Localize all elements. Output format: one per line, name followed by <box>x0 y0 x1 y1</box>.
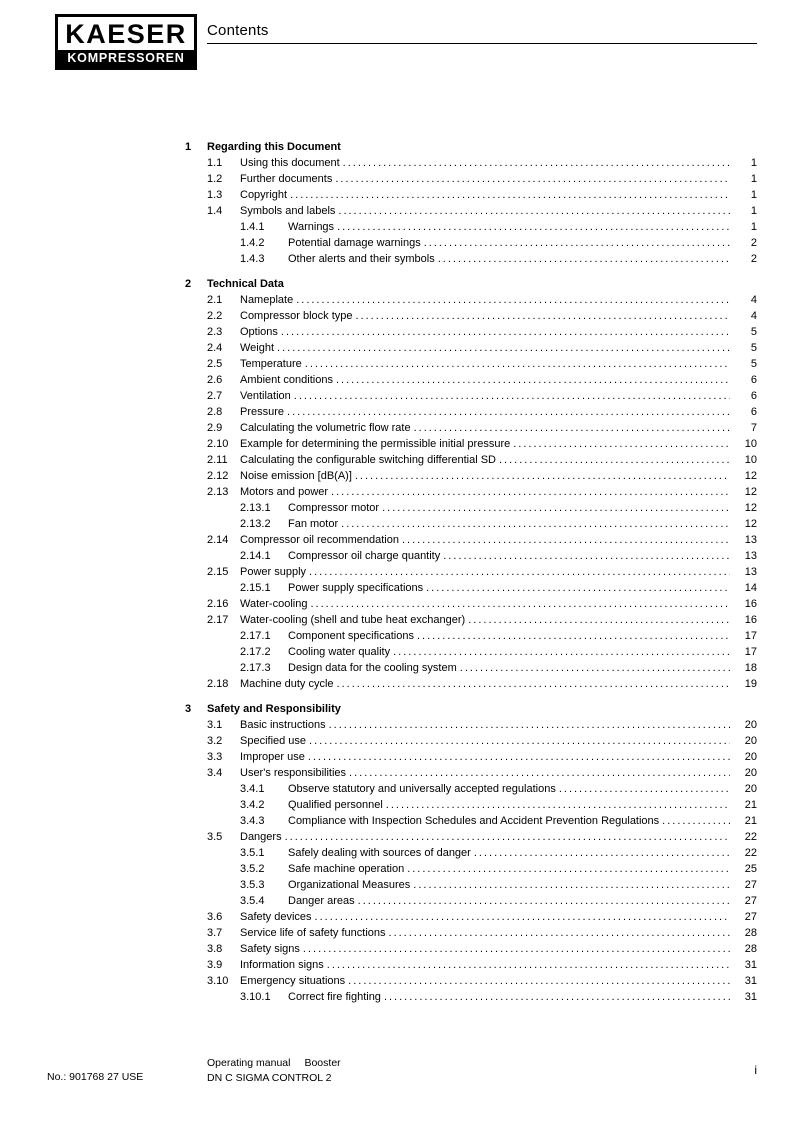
toc-entry-number: 2.6 <box>207 374 223 386</box>
toc-entry-page: 10 <box>744 438 757 450</box>
toc-entry-number: 1.3 <box>207 189 223 201</box>
toc-entry-title: Power supply specifications <box>288 582 424 594</box>
toc-dot-leader <box>559 781 730 797</box>
toc-dot-leader <box>356 308 731 324</box>
toc-entry-title: Service life of safety functions <box>240 927 386 939</box>
toc-entry <box>185 324 757 340</box>
toc-section <box>185 139 757 267</box>
toc-entry <box>185 564 757 580</box>
toc-entry-number: 1.1 <box>207 157 223 169</box>
logo-subbrand-text: KOMPRESSOREN <box>58 50 194 67</box>
toc-entry-number: 2.8 <box>207 406 223 418</box>
toc-dot-leader <box>348 973 730 989</box>
toc-entry <box>185 676 757 692</box>
toc-entry-number: 2.3 <box>207 326 223 338</box>
toc-entry-number: 2.12 <box>207 470 229 482</box>
toc-entry <box>185 973 757 989</box>
table-of-contents <box>185 139 757 1005</box>
toc-dot-leader <box>309 564 730 580</box>
toc-dot-leader <box>358 893 730 909</box>
toc-entry <box>185 452 757 468</box>
toc-entry-title: Using this document <box>240 157 340 169</box>
toc-entry-title: Specified use <box>240 735 307 747</box>
toc-dot-leader <box>426 580 730 596</box>
toc-entry <box>185 628 757 644</box>
toc-entry <box>185 893 757 909</box>
toc-section-title: Technical Data <box>207 278 284 290</box>
toc-entry-page: 20 <box>744 767 757 779</box>
toc-entry-number: 1.2 <box>207 173 223 185</box>
toc-entry-number: 3.4 <box>207 767 223 779</box>
toc-entry-page: 31 <box>744 975 757 987</box>
toc-entry-number: 3.6 <box>207 911 223 923</box>
toc-dot-leader <box>310 596 730 612</box>
toc-entry <box>185 765 757 781</box>
toc-entry-page: 12 <box>744 502 757 514</box>
toc-entry-number: 1.4.3 <box>240 253 265 265</box>
toc-entry-number: 3.5.3 <box>240 879 265 891</box>
toc-entry-page: 1 <box>750 157 757 169</box>
footer-manual-info <box>207 1056 355 1086</box>
toc-entry-number: 2.13.2 <box>240 518 271 530</box>
toc-section-heading <box>185 139 757 155</box>
toc-entry-title: Component specifications <box>288 630 414 642</box>
toc-entry-title: Safe machine operation <box>288 863 405 875</box>
toc-entry <box>185 388 757 404</box>
toc-entry-title: Safety devices <box>240 911 312 923</box>
toc-entry-title: Weight <box>240 342 275 354</box>
toc-section-title: Regarding this Document <box>207 141 341 153</box>
toc-entry-page: 1 <box>750 221 757 233</box>
toc-dot-leader <box>662 813 730 829</box>
toc-entry-number: 3.9 <box>207 959 223 971</box>
toc-entry-title: Observe statutory and universally accepted regulations <box>288 783 556 795</box>
toc-entry-page: 12 <box>744 470 757 482</box>
toc-entry-page: 27 <box>744 879 757 891</box>
toc-dot-leader <box>443 548 730 564</box>
toc-dot-leader <box>336 372 730 388</box>
toc-dot-leader <box>513 436 730 452</box>
toc-entry-title: Safely dealing with sources of danger <box>288 847 471 859</box>
toc-entry <box>185 468 757 484</box>
toc-entry-number: 2.11 <box>207 454 228 466</box>
toc-entry-page: 13 <box>744 566 757 578</box>
toc-entry-title: Compressor block type <box>240 310 353 322</box>
toc-entry <box>185 532 757 548</box>
toc-entry-page: 20 <box>744 719 757 731</box>
toc-entry-number: 1.4 <box>207 205 223 217</box>
toc-entry <box>185 781 757 797</box>
toc-entry-page: 27 <box>744 911 757 923</box>
toc-entry <box>185 436 757 452</box>
toc-entry-number: 2.13.1 <box>240 502 271 514</box>
toc-entry-title: Warnings <box>288 221 335 233</box>
footer-page-number: i <box>754 1063 757 1077</box>
toc-dot-leader <box>309 733 730 749</box>
toc-entry-number: 2.17 <box>207 614 229 626</box>
toc-entry-number: 2.1 <box>207 294 223 306</box>
toc-entry-title: Copyright <box>240 189 288 201</box>
toc-dot-leader <box>329 717 730 733</box>
toc-dot-leader <box>341 516 730 532</box>
toc-dot-leader <box>499 452 730 468</box>
footer-product-name: Booster <box>304 1057 341 1069</box>
toc-section-title: Safety and Responsibility <box>207 703 341 715</box>
toc-entry-title: Danger areas <box>288 895 355 907</box>
toc-entry-page: 2 <box>750 237 757 249</box>
toc-entry-title: Nameplate <box>240 294 294 306</box>
toc-entry-page: 13 <box>744 534 757 546</box>
toc-entry-number: 3.4.2 <box>240 799 265 811</box>
toc-dot-leader <box>417 628 730 644</box>
toc-entry <box>185 829 757 845</box>
toc-dot-leader <box>303 941 730 957</box>
toc-dot-leader <box>285 829 730 845</box>
toc-entry <box>185 813 757 829</box>
toc-entry <box>185 644 757 660</box>
toc-entry <box>185 909 757 925</box>
toc-entry-number: 2.15 <box>207 566 229 578</box>
toc-entry-page: 13 <box>744 550 757 562</box>
toc-dot-leader <box>438 251 730 267</box>
toc-entry <box>185 292 757 308</box>
toc-entry-page: 28 <box>744 927 757 939</box>
toc-entry-page: 5 <box>750 326 757 338</box>
toc-entry-page: 5 <box>750 342 757 354</box>
toc-entry <box>185 596 757 612</box>
toc-entry-title: Dangers <box>240 831 282 843</box>
toc-dot-leader <box>335 171 730 187</box>
toc-entry-page: 1 <box>750 173 757 185</box>
toc-entry-page: 1 <box>750 189 757 201</box>
toc-entry <box>185 749 757 765</box>
toc-entry-page: 1 <box>750 205 757 217</box>
toc-entry-number: 2.2 <box>207 310 223 322</box>
toc-dot-leader <box>386 797 730 813</box>
kaeser-logo <box>55 14 197 70</box>
toc-entry-title: Pressure <box>240 406 285 418</box>
toc-entry-number: 3.4.3 <box>240 815 265 827</box>
toc-entry-page: 20 <box>744 735 757 747</box>
toc-dot-leader <box>305 356 730 372</box>
toc-entry-page: 17 <box>744 646 757 658</box>
toc-entry-page: 4 <box>750 294 757 306</box>
toc-section <box>185 276 757 692</box>
toc-entry-title: Further documents <box>240 173 333 185</box>
toc-entry-number: 2.18 <box>207 678 229 690</box>
toc-entry-number: 3.4.1 <box>240 783 265 795</box>
toc-entry-number: 3.2 <box>207 735 223 747</box>
toc-dot-leader <box>460 660 730 676</box>
toc-entry-number: 3.10.1 <box>240 991 271 1003</box>
toc-entry-page: 10 <box>744 454 757 466</box>
toc-entry-page: 27 <box>744 895 757 907</box>
toc-entry-number: 2.13 <box>207 486 229 498</box>
toc-entry-page: 21 <box>744 799 757 811</box>
toc-entry-page: 6 <box>750 406 757 418</box>
toc-entry-title: Correct fire fighting <box>288 991 381 1003</box>
toc-dot-leader <box>290 187 730 203</box>
toc-entry-number: 2.16 <box>207 598 229 610</box>
toc-dot-leader <box>414 420 730 436</box>
footer-manual-line <box>207 1056 355 1071</box>
toc-entry <box>185 219 757 235</box>
toc-entry <box>185 308 757 324</box>
toc-entry <box>185 845 757 861</box>
toc-entry-title: Temperature <box>240 358 302 370</box>
toc-entry-number: 3.8 <box>207 943 223 955</box>
toc-entry <box>185 580 757 596</box>
toc-entry-title: Compressor motor <box>288 502 380 514</box>
toc-entry-number: 2.17.3 <box>240 662 271 674</box>
toc-entry <box>185 516 757 532</box>
toc-section-entries <box>185 292 757 692</box>
toc-entry-title: Improper use <box>240 751 305 763</box>
toc-entry-number: 3.3 <box>207 751 223 763</box>
toc-entry-number: 2.15.1 <box>240 582 271 594</box>
toc-entry-title: Ambient conditions <box>240 374 333 386</box>
toc-section-heading <box>185 701 757 717</box>
toc-entry-page: 25 <box>744 863 757 875</box>
toc-entry-number: 3.5 <box>207 831 223 843</box>
toc-entry <box>185 612 757 628</box>
toc-entry-title: Fan motor <box>288 518 339 530</box>
toc-entry-title: Symbols and labels <box>240 205 336 217</box>
toc-entry-number: 2.4 <box>207 342 223 354</box>
toc-entry-number: 3.5.4 <box>240 895 265 907</box>
toc-entry <box>185 404 757 420</box>
toc-entry-page: 14 <box>744 582 757 594</box>
toc-entry-title: Design data for the cooling system <box>288 662 457 674</box>
toc-dot-leader <box>308 749 730 765</box>
toc-entry-number: 3.5.1 <box>240 847 265 859</box>
toc-entry-page: 21 <box>744 815 757 827</box>
toc-dot-leader <box>331 484 730 500</box>
footer-model-name: DN C SIGMA CONTROL 2 <box>207 1072 332 1084</box>
toc-entry-number: 3.1 <box>207 719 223 731</box>
toc-dot-leader <box>338 203 730 219</box>
toc-entry <box>185 372 757 388</box>
toc-entry-number: 2.7 <box>207 390 223 402</box>
header-divider <box>207 43 757 44</box>
toc-entry-page: 6 <box>750 390 757 402</box>
toc-entry-number: 1.4.1 <box>240 221 265 233</box>
toc-entry-page: 20 <box>744 783 757 795</box>
toc-entry-title: Calculating the volumetric flow rate <box>240 422 411 434</box>
toc-entry-title: Potential damage warnings <box>288 237 421 249</box>
toc-entry-page: 2 <box>750 253 757 265</box>
toc-entry <box>185 877 757 893</box>
toc-entry-page: 6 <box>750 374 757 386</box>
toc-entry-page: 20 <box>744 751 757 763</box>
toc-entry <box>185 861 757 877</box>
toc-entry <box>185 500 757 516</box>
toc-section-number: 2 <box>185 278 192 290</box>
toc-entry-page: 31 <box>744 959 757 971</box>
toc-dot-leader <box>402 532 730 548</box>
toc-entry-page: 28 <box>744 943 757 955</box>
toc-entry-title: Compressor oil recommendation <box>240 534 399 546</box>
toc-entry <box>185 925 757 941</box>
toc-entry <box>185 989 757 1005</box>
toc-dot-leader <box>277 340 730 356</box>
toc-entry-page: 18 <box>744 662 757 674</box>
toc-entry <box>185 941 757 957</box>
toc-entry-title: Emergency situations <box>240 975 346 987</box>
toc-dot-leader <box>424 235 730 251</box>
toc-entry-page: 31 <box>744 991 757 1003</box>
toc-entry-title: Compliance with Inspection Schedules and Accident Prevention Regulations <box>288 815 660 827</box>
toc-entry-page: 12 <box>744 518 757 530</box>
toc-entry <box>185 187 757 203</box>
toc-entry-number: 2.17.1 <box>240 630 271 642</box>
toc-dot-leader <box>296 292 730 308</box>
toc-dot-leader <box>287 404 730 420</box>
toc-entry-number: 3.5.2 <box>240 863 265 875</box>
toc-entry-number: 2.5 <box>207 358 223 370</box>
toc-section <box>185 701 757 1005</box>
toc-entry-page: 4 <box>750 310 757 322</box>
toc-dot-leader <box>327 957 730 973</box>
toc-entry-page: 5 <box>750 358 757 370</box>
toc-dot-leader <box>337 676 730 692</box>
toc-dot-leader <box>355 468 730 484</box>
toc-dot-leader <box>294 388 730 404</box>
toc-dot-leader <box>413 877 730 893</box>
toc-entry <box>185 660 757 676</box>
toc-entry-number: 2.17.2 <box>240 646 271 658</box>
toc-entry <box>185 340 757 356</box>
toc-section-entries <box>185 717 757 1005</box>
toc-entry-number: 2.14 <box>207 534 229 546</box>
toc-entry-page: 16 <box>744 598 757 610</box>
toc-entry <box>185 171 757 187</box>
toc-entry-number: 2.9 <box>207 422 223 434</box>
toc-entry-title: Cooling water quality <box>288 646 391 658</box>
toc-entry-title: Water-cooling (shell and tube heat exchanger) <box>240 614 466 626</box>
toc-entry <box>185 484 757 500</box>
toc-entry-title: Other alerts and their symbols <box>288 253 435 265</box>
toc-entry <box>185 420 757 436</box>
toc-entry-title: Information signs <box>240 959 324 971</box>
toc-entry <box>185 251 757 267</box>
toc-dot-leader <box>468 612 730 628</box>
toc-entry-title: User's responsibilities <box>240 767 347 779</box>
toc-entry-page: 19 <box>744 678 757 690</box>
toc-entry-number: 2.14.1 <box>240 550 271 562</box>
toc-entry-title: Example for determining the permissible initial pressure <box>240 438 511 450</box>
toc-dot-leader <box>389 925 730 941</box>
toc-entry-title: Compressor oil charge quantity <box>288 550 441 562</box>
toc-entry-page: 12 <box>744 486 757 498</box>
toc-entry-page: 22 <box>744 847 757 859</box>
toc-entry-title: Qualified personnel <box>288 799 383 811</box>
toc-entry-title: Organizational Measures <box>288 879 411 891</box>
footer-doc-number: No.: 901768 27 USE <box>47 1071 144 1083</box>
toc-entry-page: 7 <box>750 422 757 434</box>
toc-dot-leader <box>343 155 730 171</box>
toc-entry-title: Ventilation <box>240 390 291 402</box>
toc-entry <box>185 717 757 733</box>
toc-section-entries <box>185 155 757 267</box>
toc-entry-number: 3.10 <box>207 975 229 987</box>
toc-entry-title: Noise emission [dB(A)] <box>240 470 352 482</box>
toc-entry-title: Motors and power <box>240 486 329 498</box>
logo-brand-text: KAESER <box>65 19 187 49</box>
toc-entry-title: Basic instructions <box>240 719 326 731</box>
toc-entry <box>185 356 757 372</box>
toc-entry-title: Options <box>240 326 278 338</box>
toc-dot-leader <box>393 644 730 660</box>
toc-entry-title: Machine duty cycle <box>240 678 334 690</box>
toc-entry-title: Water-cooling <box>240 598 308 610</box>
toc-entry <box>185 155 757 171</box>
toc-dot-leader <box>337 219 730 235</box>
toc-entry-number: 3.7 <box>207 927 223 939</box>
toc-entry <box>185 548 757 564</box>
toc-dot-leader <box>384 989 730 1005</box>
toc-entry <box>185 203 757 219</box>
toc-entry <box>185 957 757 973</box>
toc-entry <box>185 797 757 813</box>
toc-entry-page: 17 <box>744 630 757 642</box>
footer-manual-type: Operating manual <box>207 1057 291 1069</box>
toc-entry-number: 1.4.2 <box>240 237 265 249</box>
toc-entry-page: 22 <box>744 831 757 843</box>
toc-dot-leader <box>281 324 730 340</box>
toc-entry <box>185 733 757 749</box>
toc-dot-leader <box>474 845 730 861</box>
toc-entry-number: 2.10 <box>207 438 229 450</box>
toc-dot-leader <box>407 861 730 877</box>
toc-entry-title: Power supply <box>240 566 307 578</box>
page-title: Contents <box>207 22 269 39</box>
toc-dot-leader <box>315 909 730 925</box>
toc-entry-title: Calculating the configurable switching differential SD <box>240 454 496 466</box>
toc-entry-title: Safety signs <box>240 943 300 955</box>
toc-entry <box>185 235 757 251</box>
toc-dot-leader <box>382 500 730 516</box>
toc-entry-page: 16 <box>744 614 757 626</box>
toc-section-number: 1 <box>185 141 192 153</box>
toc-dot-leader <box>349 765 730 781</box>
toc-section-number: 3 <box>185 703 192 715</box>
toc-section-heading <box>185 276 757 292</box>
